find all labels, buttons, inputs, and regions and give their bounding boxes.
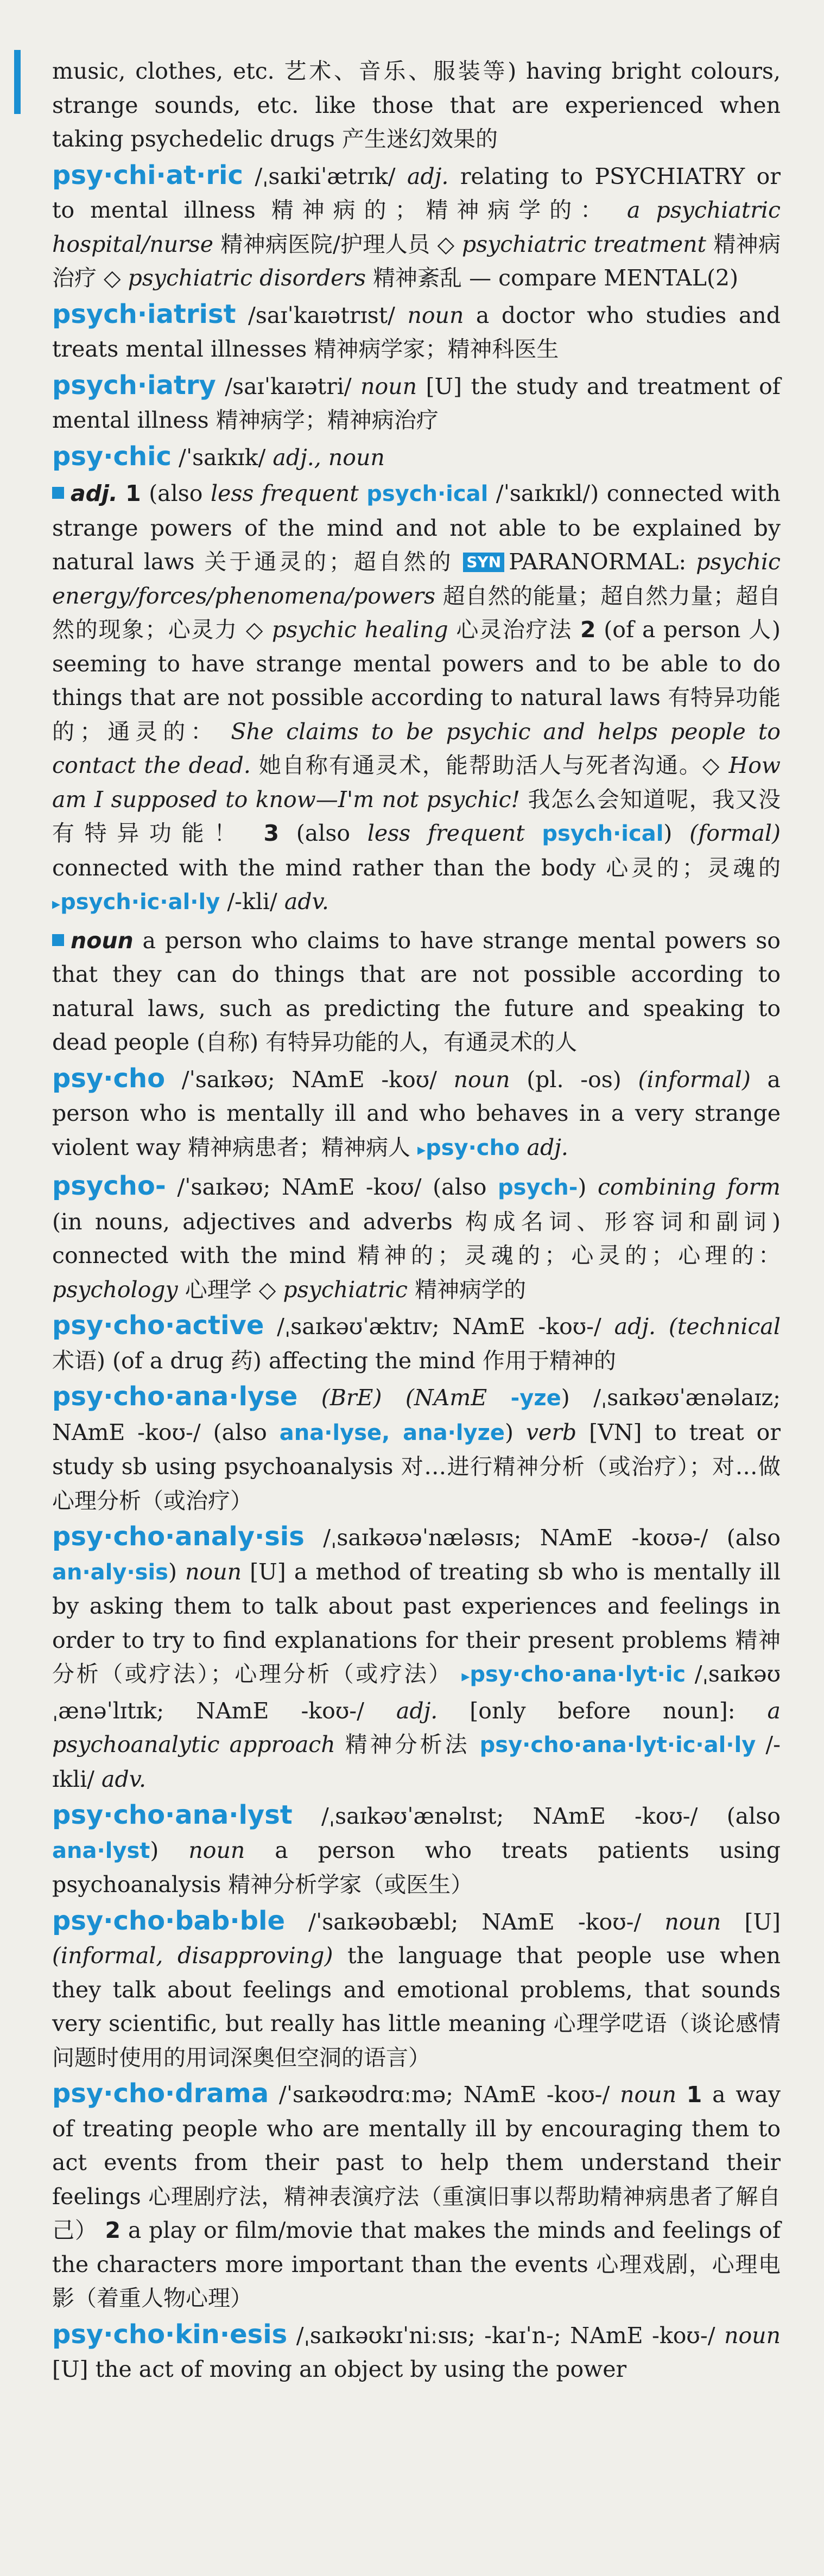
headword: psy·cho·kin·esis bbox=[52, 2319, 288, 2350]
derivative: psy·cho·ana·lyt·ic·al·ly bbox=[479, 1733, 756, 1757]
definition-text: (also bbox=[726, 1803, 781, 1829]
part-of-speech: adj. bbox=[407, 163, 449, 189]
headword: psy·cho·ana·lyse bbox=[52, 1381, 298, 1412]
definition-text: : bbox=[679, 549, 687, 575]
variant-form: ana·lyse, ana·lyze bbox=[279, 1420, 505, 1445]
usage-label: less frequent bbox=[210, 480, 359, 506]
sense-number: 1 bbox=[686, 2082, 702, 2108]
cross-reference[interactable]: PSYCHIATRY bbox=[594, 163, 745, 189]
definition-text: : bbox=[727, 1697, 736, 1724]
part-of-speech: adv. bbox=[102, 1766, 147, 1792]
definition-text: a doctor who studies and treats mental illnesses 精神病学家；精神科医生 bbox=[52, 302, 781, 362]
definition-text: a method of treating sb who is mentally ill by asking them to talk about past experiences and feelings in order to try to find explanations for their present problems 精神分析（或疗法）；心理分析（或疗法） bbox=[52, 1558, 781, 1687]
pronunciation: /ˈsaɪkɪk/ bbox=[179, 444, 266, 471]
arrow-right-icon: ▸ bbox=[52, 894, 61, 913]
example: a psychiatric hospital/nurse bbox=[52, 197, 781, 257]
pronunciation: /ˈsaɪkəʊdrɑːmə; NAmE -koʊ-/ bbox=[278, 2082, 610, 2108]
definition-text: ) bbox=[168, 1558, 177, 1585]
definition-text: 术语) (of a drug 药) affecting the mind 作用于精神的 bbox=[52, 1347, 616, 1374]
usage-label: (informal, disapproving) bbox=[52, 1943, 333, 1969]
example: She claims to be psychic and helps people to contact the dead. bbox=[52, 718, 781, 778]
definition-text: a person who treats patients using psychoanalysis 精神分析学家（或医生） bbox=[52, 1837, 781, 1898]
part-of-speech: noun bbox=[71, 927, 134, 954]
translation: 精神病治疗 ◇ bbox=[52, 231, 781, 291]
grammar-code: [U] bbox=[250, 1558, 286, 1585]
part-of-speech: noun bbox=[360, 373, 417, 399]
part-of-speech: adj. bbox=[614, 1314, 656, 1340]
square-bullet-icon bbox=[52, 487, 64, 499]
pronunciation: /ˌsaɪkəʊkɪˈniːsɪs; -kaɪˈn-; NAmE -koʊ-/ bbox=[296, 2322, 715, 2349]
pronunciation: /ˌsaɪkəʊəˈnæləsɪs; NAmE -koʊə-/ bbox=[323, 1525, 708, 1551]
pronunciation: /-ɪkli/ bbox=[52, 1731, 781, 1792]
pronunciation: /ˈsaɪkəʊ; NAmE -koʊ/ bbox=[177, 1174, 422, 1200]
grammar-code: [U] bbox=[744, 1908, 781, 1935]
sense-number: 1 bbox=[125, 480, 141, 506]
translation: 精神分析法 bbox=[345, 1731, 470, 1757]
variant-form: psych·ical bbox=[366, 481, 489, 506]
headword: psy·cho·analy·sis bbox=[52, 1521, 305, 1552]
sense-number: (2) bbox=[707, 265, 739, 291]
derivative: psy·cho·ana·lyt·ic bbox=[470, 1662, 686, 1687]
headword: psych·iatrist bbox=[52, 299, 236, 329]
part-of-speech: noun bbox=[664, 1908, 721, 1935]
plural-form: (pl. -os) bbox=[527, 1066, 622, 1093]
pronunciation: /saɪˈkaɪətrɪst/ bbox=[248, 302, 395, 328]
example: psychiatric bbox=[283, 1276, 408, 1303]
example: psychology bbox=[52, 1276, 178, 1303]
headword: psy·cho·drama bbox=[52, 2078, 269, 2109]
entry-psycho bbox=[52, 1062, 781, 1168]
definition-text: (also bbox=[433, 1174, 487, 1200]
definition-text: a person who is mentally ill and who behaves in a very strange violent way 精神病患者；精神病人 bbox=[52, 1066, 781, 1160]
pronunciation: /ˈsaɪkəʊbæbl; NAmE -koʊ-/ bbox=[308, 1908, 642, 1935]
headword: psy·cho·ana·lyst bbox=[52, 1800, 293, 1830]
entry-psychodrama bbox=[52, 2077, 781, 2315]
thumb-index-tab bbox=[14, 50, 21, 114]
part-of-speech: adj. bbox=[396, 1697, 438, 1724]
entry-psychiatrist bbox=[52, 297, 781, 366]
entry-psycho-prefix bbox=[52, 1169, 781, 1306]
definition-text: a person who claims to have strange mental powers so that they can do things that are not possible according to natural laws, such as predicting the future and speaking to dead people (自称) 有特异功能的人，有通灵术的人 bbox=[52, 927, 781, 1055]
part-of-speech: adj. bbox=[71, 480, 118, 506]
example: psychic energy/forces/phenomena/powers bbox=[52, 549, 781, 609]
usage-label: (informal) bbox=[638, 1066, 751, 1093]
entry-continuation bbox=[52, 54, 781, 156]
headword: psy·cho·bab·ble bbox=[52, 1905, 285, 1936]
usage-label: (technical bbox=[668, 1314, 781, 1340]
headword: psy·cho·active bbox=[52, 1310, 264, 1341]
definition-text: the act of moving an object by using the power bbox=[95, 2356, 627, 2382]
translation: 她自称有通灵术，能帮助活人与死者沟通。◇ bbox=[258, 752, 721, 778]
part-of-speech: noun bbox=[620, 2082, 676, 2108]
part-of-speech: adv. bbox=[284, 889, 329, 915]
entry-psychic-noun bbox=[52, 924, 781, 1059]
translation: 超自然的能量；超自然力量；超自然的现象；心灵力 ◇ bbox=[52, 582, 781, 643]
continuation-text: music, clothes, etc. 艺术、音乐、服装等) having bright colours, strange sounds, etc. like those that are experienced when taking psychedelic drugs 产生迷幻效果的 bbox=[52, 58, 781, 152]
definition-text: a way of treating people who are mentally ill by encouraging them to act events from their past to help them understand their feelings 心理剧疗法，精神表演疗法（重演旧事以帮助精神病患者了解自己） bbox=[52, 2082, 781, 2243]
synonym-badge: SYN bbox=[463, 553, 504, 572]
example: psychiatric treatment bbox=[461, 231, 706, 257]
translation: 精神病医院/护理人员 ◇ bbox=[220, 231, 455, 257]
grammar-code: [VN] bbox=[589, 1419, 642, 1445]
variant-form: psych- bbox=[498, 1175, 578, 1200]
sense-number: 2 bbox=[580, 617, 596, 643]
pronunciation: /ˌsaɪkəʊˈænəlɪst; NAmE -koʊ-/ bbox=[321, 1803, 698, 1829]
definition-text: ) bbox=[578, 1174, 587, 1200]
entry-psychoanalyse bbox=[52, 1380, 781, 1518]
definition-text: ) bbox=[504, 1419, 514, 1445]
entry-psychiatric bbox=[52, 158, 781, 295]
definition-text: ) bbox=[561, 1385, 570, 1411]
part-of-speech: verb bbox=[525, 1419, 577, 1445]
definition-text: relating to bbox=[460, 163, 584, 189]
pronunciation: /ˌsaɪkəʊˈænəlaɪz; NAmE -koʊ-/ bbox=[52, 1385, 781, 1445]
variant-form: ana·lyst bbox=[52, 1838, 150, 1863]
translation: 精神病学的 bbox=[414, 1276, 526, 1303]
part-of-speech: adj. bbox=[527, 1134, 568, 1160]
arrow-right-icon: ▸ bbox=[461, 1667, 470, 1686]
entry-psychokinesis bbox=[52, 2318, 781, 2387]
headword: psy·cho bbox=[52, 1063, 166, 1094]
definition-text: ) bbox=[663, 820, 673, 846]
entry-psychoanalysis bbox=[52, 1520, 781, 1796]
entry-psychobabble bbox=[52, 1904, 781, 2075]
example: psychiatric disorders bbox=[128, 265, 366, 291]
definition-text: or to mental illness 精神病的；精神病学的： bbox=[52, 163, 781, 223]
part-of-speech: noun bbox=[453, 1066, 510, 1093]
pronunciation: /ˌsaɪkiˈætrɪk/ bbox=[255, 163, 396, 189]
pronunciation: /ˈsaɪkəʊ; NAmE -koʊ/ bbox=[181, 1066, 437, 1093]
grammar-code: [U] bbox=[52, 2356, 88, 2382]
part-of-speech: noun bbox=[188, 1837, 245, 1863]
variant-form: -yze bbox=[510, 1386, 561, 1411]
definition-text: (also bbox=[149, 480, 203, 506]
entry-psychic bbox=[52, 440, 781, 475]
headword: psy·chi·at·ric bbox=[52, 160, 243, 191]
grammar-code: [U] bbox=[426, 373, 462, 399]
definition-text: the study and treatment of mental illness 精神病学；精神病治疗 bbox=[52, 373, 781, 433]
synonym-word[interactable]: PARANORMAL bbox=[509, 549, 679, 575]
translation: 我怎么会知道呢，我又没有特异功能！ bbox=[52, 786, 781, 846]
usage-label: less frequent bbox=[367, 820, 525, 846]
sense-number: 2 bbox=[105, 2217, 121, 2243]
translation: 心灵治疗法 bbox=[456, 617, 573, 643]
definition-text: /ˈsaɪkɪkl/) connected with strange powers of the mind and not able to be explained by natural laws 关于通灵的；超自然的 bbox=[52, 480, 781, 575]
pronunciation: /ˌsaɪkəʊˈæktɪv; NAmE -koʊ-/ bbox=[277, 1314, 601, 1340]
definition-text: (also bbox=[296, 820, 351, 846]
definition-text: the language that people use when they talk about feelings and emotional problems, that sounds very scientific, but really has little meaning 心理学呓语（谈论感情问题时使用的用词深奥但空洞的语言） bbox=[52, 1943, 781, 2071]
headword: psy·chic bbox=[52, 441, 172, 472]
part-of-speech: noun bbox=[407, 302, 464, 328]
grammar-code: [only before noun] bbox=[470, 1697, 728, 1724]
entry-psychoactive bbox=[52, 1309, 781, 1378]
translation: 精神紊乱 — compare bbox=[373, 265, 597, 291]
entry-psychic-adj bbox=[52, 477, 781, 922]
part-of-speech: noun bbox=[185, 1558, 242, 1585]
square-bullet-icon bbox=[52, 934, 64, 946]
definition-text: (also bbox=[726, 1525, 781, 1551]
derivative: psych·ic·al·ly bbox=[60, 890, 220, 915]
part-of-speech: noun bbox=[724, 2322, 781, 2349]
pronunciation: /ˌsaɪkəʊˌænəˈlɪtɪk; NAmE -koʊ-/ bbox=[52, 1661, 781, 1724]
part-of-speech: adj., noun bbox=[272, 444, 385, 471]
part-of-speech: combining form bbox=[597, 1174, 781, 1200]
pronunciation: /saɪˈkaɪətri/ bbox=[225, 373, 352, 399]
derivative: psy·cho bbox=[426, 1135, 520, 1160]
cross-reference[interactable]: MENTAL bbox=[604, 265, 707, 291]
variant-form: an·aly·sis bbox=[52, 1559, 168, 1585]
sense-number: 3 bbox=[263, 820, 280, 846]
headword: psycho- bbox=[52, 1171, 166, 1201]
variant-form: psych·ical bbox=[542, 821, 664, 846]
arrow-right-icon: ▸ bbox=[417, 1140, 426, 1159]
definition-text: to treat or study sb using psychoanalysis 对…进行精神分析（或治疗）；对…做心理分析（或治疗） bbox=[52, 1419, 781, 1514]
headword: psych·iatry bbox=[52, 370, 216, 401]
translation: 心理学 ◇ bbox=[185, 1276, 276, 1303]
usage-label: (formal) bbox=[689, 820, 781, 846]
usage-label: (BrE) (NAmE bbox=[321, 1385, 487, 1411]
example: How am I supposed to know—I'm not psychic! bbox=[52, 752, 781, 813]
definition-text: (also bbox=[213, 1419, 267, 1445]
definition-text: (in nouns, adjectives and adverbs 构成名词、形容词和副词) connected with the mind 精神的；灵魂的；心灵的；心理的： bbox=[52, 1208, 781, 1268]
entry-psychoanalyst bbox=[52, 1798, 781, 1902]
definition-text: (of a person 人) seeming to have strange mental powers and to be able to do things that are not possible according to natural laws 有特异功能的；通灵的： bbox=[52, 617, 781, 745]
pronunciation: /-kli/ bbox=[227, 889, 277, 915]
definition-text: a play or film/movie that makes the minds and feelings of the characters more important than the events 心理戏剧，心理电影（着重人物心理） bbox=[52, 2217, 781, 2311]
example: a psychoanalytic approach bbox=[52, 1697, 781, 1757]
example: psychic healing bbox=[271, 617, 448, 643]
definition-text: ) bbox=[150, 1837, 159, 1863]
definition-text: connected with the mind rather than the body 心灵的；灵魂的 bbox=[52, 854, 781, 881]
entry-psychiatry bbox=[52, 369, 781, 437]
